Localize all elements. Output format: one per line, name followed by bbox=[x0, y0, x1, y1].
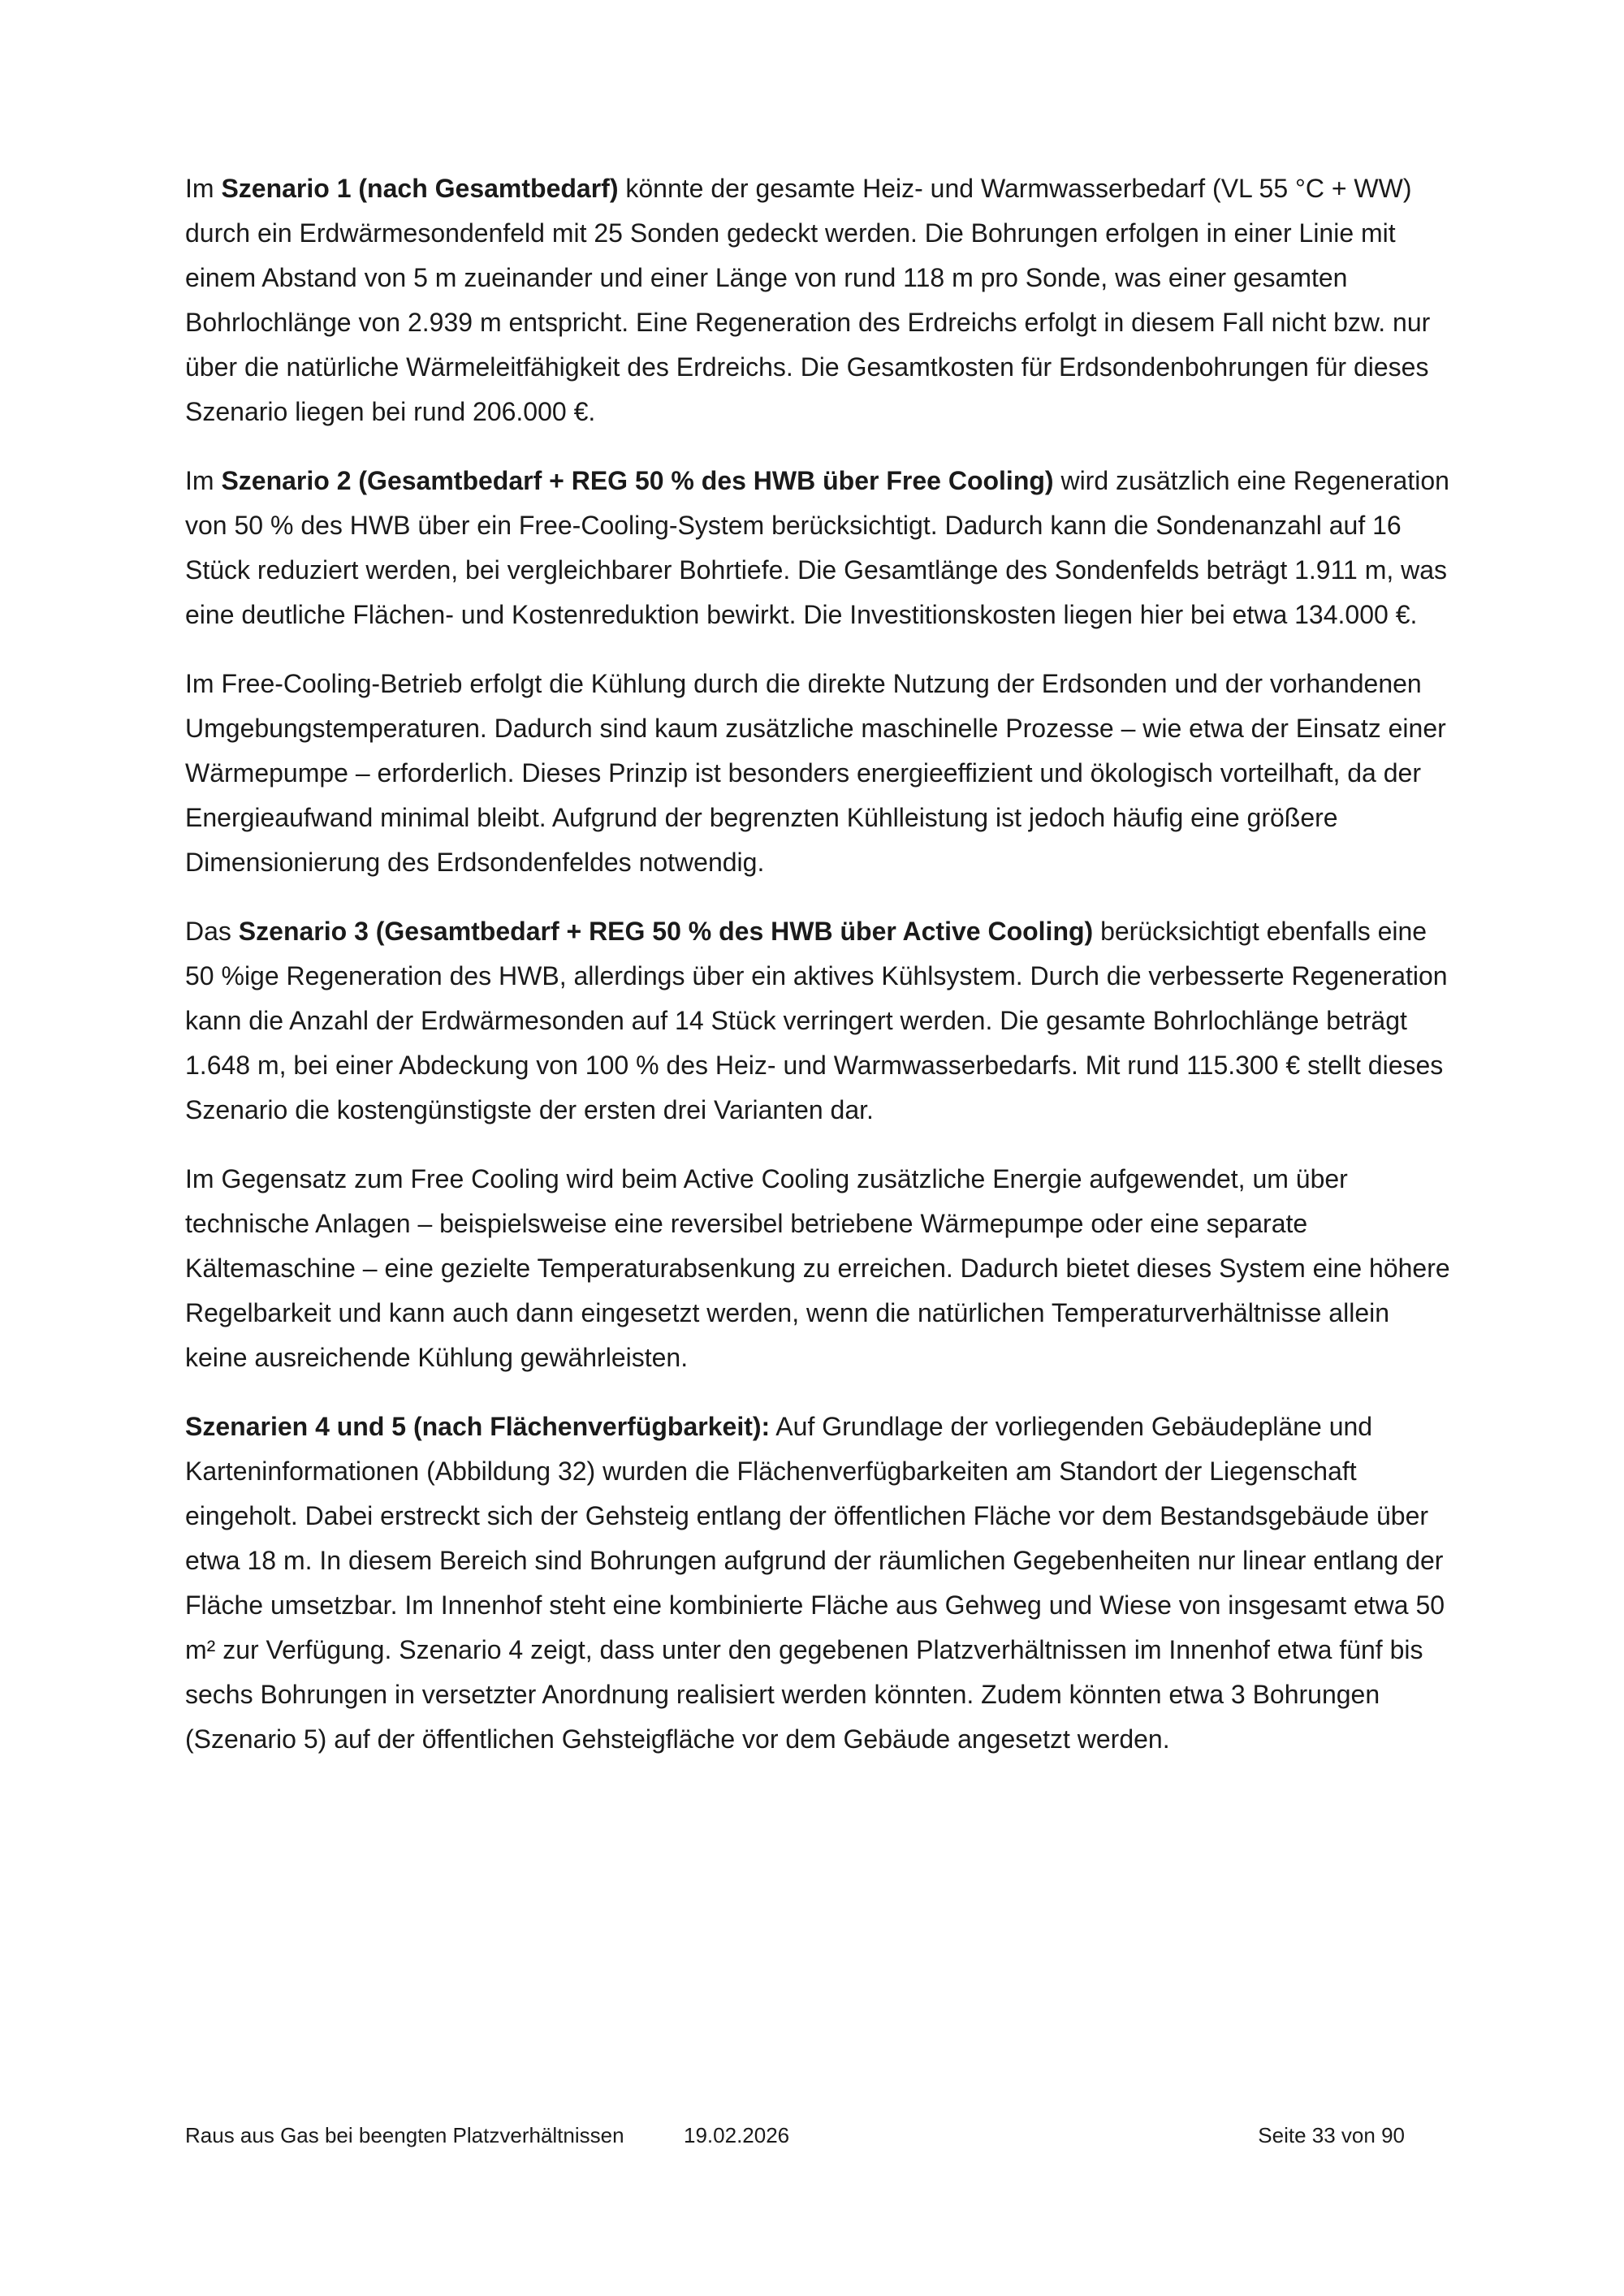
paragraph-bold-heading: Szenario 2 (Gesamtbedarf + REG 50 % des HWB über Free Cooling) bbox=[221, 466, 1054, 495]
footer-page-number: Seite 33 von 90 bbox=[1258, 2123, 1405, 2147]
paragraph-szenario-2 bbox=[185, 459, 1452, 637]
paragraph-text: könnte der gesamte Heiz- und Warmwasserbedarf (VL 55 °C + WW) durch ein Erdwärmesondenfeld mit 25 Sonden gedeckt werden. Die Bohrungen erfolgen in einer Linie mit einem Abstand von 5 m zueinander und einer Länge von rund 118 m pro Sonde, was einer gesamten Bohrlochlänge von 2.939 m entspricht. Eine Regeneration des Erdreichs erfolgt in diesem Fall nicht bzw. nur über die natürliche Wärmeleitfähigkeit des Erdreichs. Die Gesamtkosten für Erdsondenbohrungen für dieses Szenario liegen bei rund 206.000 €. bbox=[185, 174, 1431, 426]
paragraph-lead: Das bbox=[185, 917, 239, 946]
paragraph-bold-heading: Szenario 3 (Gesamtbedarf + REG 50 % des HWB über Active Cooling) bbox=[238, 917, 1094, 946]
paragraph-active-cooling bbox=[185, 1157, 1452, 1380]
footer-document-title: Raus aus Gas bei beengten Platzverhältnissen bbox=[185, 2123, 624, 2147]
paragraph-text: berücksichtigt ebenfalls eine 50 %ige Regeneration des HWB, allerdings über ein aktives Kühlsystem. Durch die verbesserte Regeneration kann die Anzahl der Erdwärmesonden auf 14 Stück verringert werden. Die gesamte Bohrlochlänge beträgt 1.648 m, bei einer Abdeckung von 100 % des Heiz- und Warmwasserbedarfs. Mit rund 115.300 € stellt dieses Szenario die kostengünstigste der ersten drei Varianten dar. bbox=[185, 917, 1448, 1124]
page-footer bbox=[185, 2119, 1405, 2151]
paragraph-text: wird zusätzlich eine Regeneration von 50 % des HWB über ein Free-Cooling-System berücksichtigt. Dadurch kann die Sondenanzahl auf 16 Stück reduziert werden, bei vergleichbarer Bohrtiefe. Die Gesamtlänge des Sondenfelds beträgt 1.911 m, was eine deutliche Flächen- und Kostenreduktion bewirkt. Die Investitionskosten liegen hier bei etwa 134.000 €. bbox=[185, 466, 1449, 629]
paragraph-bold-heading: Szenarien 4 und 5 (nach Flächenverfügbarkeit): bbox=[185, 1412, 771, 1441]
paragraph-free-cooling bbox=[185, 662, 1452, 885]
paragraph-bold-heading: Szenario 1 (nach Gesamtbedarf) bbox=[221, 174, 619, 203]
paragraph-text: Im Free-Cooling-Betrieb erfolgt die Kühlung durch die direkte Nutzung der Erdsonden und der vorhandenen Umgebungstemperaturen. Dadurch sind kaum zusätzliche maschinelle Prozesse – wie etwa der Einsatz einer Wärmepumpe – erforderlich. Dieses Prinzip ist besonders energieeffizient und ökologisch vorteilhaft, da der Energieaufwand minimal bleibt. Aufgrund der begrenzten Kühlleistung ist jedoch häufig eine größere Dimensionierung des Erdsondenfeldes notwendig. bbox=[185, 669, 1446, 877]
paragraph-szenario-3 bbox=[185, 909, 1452, 1133]
paragraph-lead: Im bbox=[185, 174, 222, 203]
footer-date: 19.02.2026 bbox=[684, 2123, 790, 2147]
paragraph-szenario-1 bbox=[185, 166, 1452, 434]
document-body bbox=[185, 166, 1452, 1786]
paragraph-szenarien-4-5 bbox=[185, 1405, 1452, 1762]
paragraph-text: Im Gegensatz zum Free Cooling wird beim Active Cooling zusätzliche Energie aufgewendet, um über technische Anlagen – beispielsweise eine reversibel betriebene Wärmepumpe oder eine separate Kältemaschine – eine gezielte Temperaturabsenkung zu erreichen. Dadurch bietet dieses System eine höhere Regelbarkeit und kann auch dann eingesetzt werden, wenn die natürlichen Temperaturverhältnisse allein keine ausreichende Kühlung gewährleisten. bbox=[185, 1164, 1450, 1372]
paragraph-lead: Im bbox=[185, 466, 222, 495]
paragraph-text: Auf Grundlage der vorliegenden Gebäudepläne und Karteninformationen (Abbildung 32) wurden die Flächenverfügbarkeiten am Standort der Liegenschaft eingeholt. Dabei erstreckt sich der Gehsteig entlang der öffentlichen Fläche vor dem Bestandsgebäude über etwa 18 m. In diesem Bereich sind Bohrungen aufgrund der räumlichen Gegebenheiten nur linear entlang der Fläche umsetzbar. Im Innenhof steht eine kombinierte Fläche aus Gehweg und Wiese von insgesamt etwa 50 m² zur Verfügung. Szenario 4 zeigt, dass unter den gegebenen Platzverhältnissen im Innenhof etwa fünf bis sechs Bohrungen in versetzter Anordnung realisiert werden könnten. Zudem könnten etwa 3 Bohrungen (Szenario 5) auf der öffentlichen Gehsteigfläche vor dem Gebäude angesetzt werden. bbox=[185, 1412, 1445, 1754]
